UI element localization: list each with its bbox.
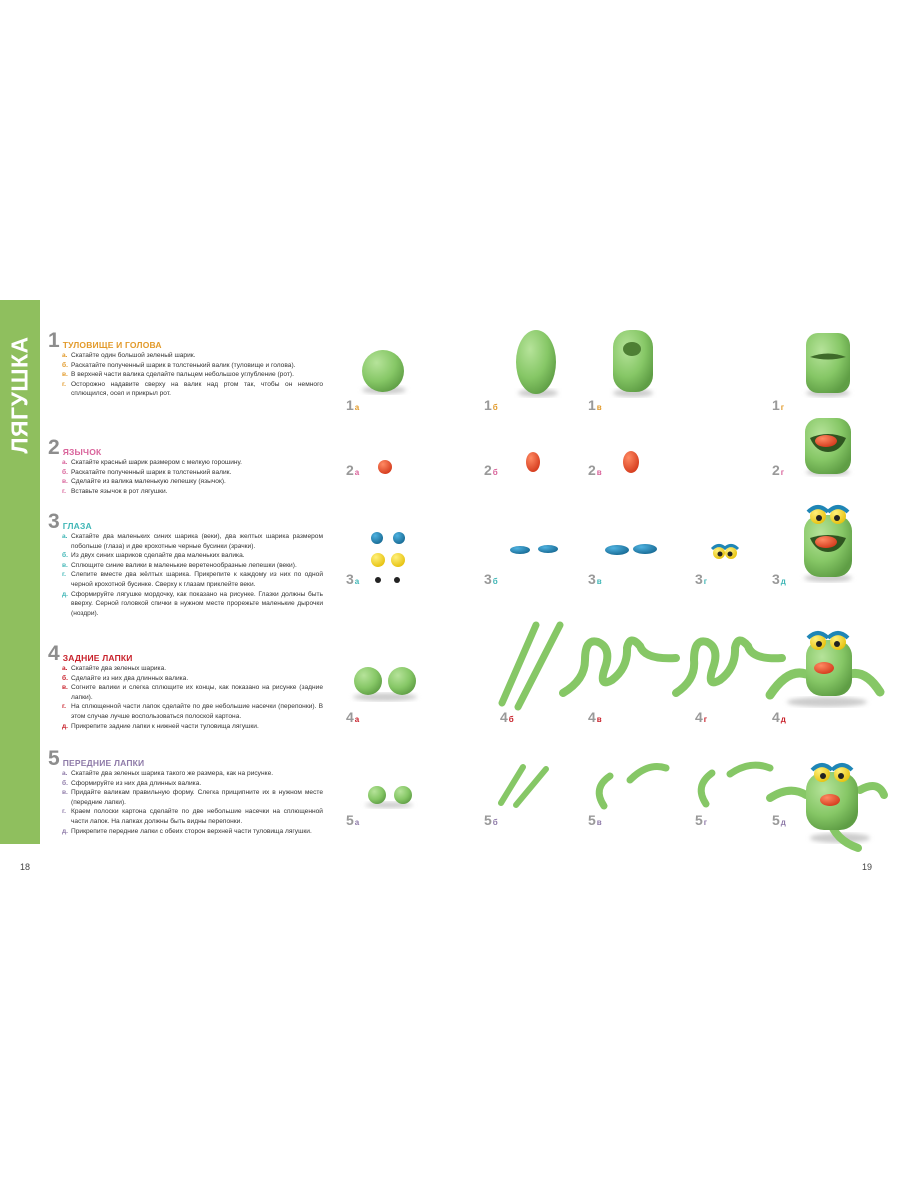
photo-label-2g: 2г bbox=[772, 462, 785, 478]
instruction-letter: б. bbox=[62, 468, 68, 476]
photo-label-3d: 3д bbox=[772, 571, 786, 587]
instruction-text: Скатайте красный шарик размером с мелкую горошину. bbox=[71, 459, 243, 466]
photo-3b bbox=[510, 545, 558, 554]
photo-4b bbox=[502, 625, 560, 707]
instruction-letter: б. bbox=[62, 361, 68, 369]
photo-3g bbox=[712, 546, 738, 560]
photo-label-4v: 4в bbox=[588, 709, 602, 725]
photo-3a bbox=[371, 532, 405, 583]
photo-label-2a: 2а bbox=[346, 462, 360, 478]
instruction-letter: г. bbox=[62, 571, 66, 579]
photo-label-1v: 1в bbox=[588, 397, 602, 413]
photo-label-1a: 1а bbox=[346, 397, 360, 413]
instruction-letter: а. bbox=[62, 352, 68, 359]
instruction-letter: б. bbox=[62, 779, 68, 787]
photo-4d bbox=[770, 633, 880, 707]
step-title: ТУЛОВИЩЕ И ГОЛОВА bbox=[62, 340, 162, 350]
photo-5g bbox=[701, 765, 770, 804]
photo-label-3a: 3а bbox=[346, 571, 360, 587]
instruction-letter: г. bbox=[62, 703, 66, 711]
photo-4v bbox=[563, 640, 676, 693]
instruction-letter: а. bbox=[62, 770, 68, 777]
step-number: 1 bbox=[48, 329, 60, 352]
instruction-letter: в. bbox=[62, 371, 68, 379]
instruction-text: Из двух синих шариков сделайте два маленьких валика. bbox=[71, 552, 245, 560]
instruction-text: Согните валики и слегка сплющите их концы, как показано на рисунке (задние лапки). bbox=[71, 684, 323, 701]
photo-label-4b: 4б bbox=[500, 709, 514, 725]
instruction-letter: в. bbox=[62, 789, 68, 797]
photo-label-2v: 2в bbox=[588, 462, 602, 478]
instruction-letter: а. bbox=[62, 533, 68, 540]
photo-4a bbox=[353, 667, 417, 701]
photo-label-4d: 4д bbox=[772, 709, 786, 725]
instruction-letter: а. bbox=[62, 665, 68, 672]
page-number-right: 19 bbox=[862, 862, 873, 872]
photo-label-5v: 5в bbox=[588, 812, 602, 828]
step-number: 2 bbox=[48, 436, 60, 459]
photo-3d bbox=[804, 507, 852, 582]
photo-5d bbox=[770, 765, 884, 848]
photo-label-3v: 3в bbox=[588, 571, 602, 587]
photo-label-3b: 3б bbox=[484, 571, 498, 587]
step-number: 3 bbox=[48, 510, 60, 533]
photo-label-4g: 4г bbox=[695, 709, 708, 725]
photo-1v bbox=[613, 330, 653, 397]
instruction-text: Сформируйте лягушке мордочку, как показано на рисунке. Глазки должны быть вверху. Серной головкой спички в нужном месте прорежьте маленькие дырочки (ноздри). bbox=[71, 590, 323, 617]
photo-1b bbox=[516, 330, 558, 397]
instruction-letter: а. bbox=[62, 459, 68, 466]
instruction-letter: д. bbox=[62, 722, 69, 730]
photo-label-5b: 5б bbox=[484, 812, 498, 828]
step-number: 4 bbox=[48, 642, 60, 665]
photo-2g bbox=[805, 418, 851, 476]
sidebar-title: ЛЯГУШКА bbox=[6, 336, 33, 454]
photo-2b bbox=[526, 452, 540, 472]
instruction-text: Вставьте язычок в рот лягушки. bbox=[71, 487, 168, 495]
photo-5b bbox=[501, 767, 546, 805]
step-number: 5 bbox=[48, 747, 60, 770]
instruction-text: Скатайте два зеленых шарика такого же размера, как на рисунке. bbox=[71, 770, 274, 777]
photo-label-1g: 1г bbox=[772, 397, 785, 413]
photo-label-5a: 5а bbox=[346, 812, 360, 828]
instruction-letter: в. bbox=[62, 561, 68, 569]
instruction-letter: б. bbox=[62, 552, 68, 560]
photo-label-5d: 5д bbox=[772, 812, 786, 828]
instruction-text: В верхней части валика сделайте пальцем небольшое углубление (рот). bbox=[71, 371, 294, 379]
instruction-text: Раскатайте полученный шарик в толстенький валик. bbox=[71, 468, 232, 476]
photo-3v bbox=[605, 544, 657, 555]
step-title: ЗАДНИЕ ЛАПКИ bbox=[62, 653, 133, 663]
instruction-text: Сделайте из валика маленькую лепешку (язычок). bbox=[71, 478, 226, 486]
instruction-text: Скатайте один большой зеленый шарик. bbox=[71, 352, 196, 359]
photo-label-1b: 1б bbox=[484, 397, 498, 413]
instruction-text: Прикрепите передние лапки с обеих сторон верхней части туловища лягушки. bbox=[71, 827, 312, 835]
step-title: ПЕРЕДНИЕ ЛАПКИ bbox=[62, 758, 145, 768]
photo-label-3g: 3г bbox=[695, 571, 708, 587]
instruction-letter: д. bbox=[62, 827, 69, 835]
instruction-text: Осторожно надавите сверху на валик над ртом так, чтобы он немного сплющился, осел и прикрыл рот. bbox=[71, 380, 323, 398]
instruction-text: Раскатайте полученный шарик в толстенький валик (туловище и голова). bbox=[71, 361, 296, 369]
instruction-letter: г. bbox=[62, 380, 66, 388]
instruction-text: Сделайте из них два длинных валика. bbox=[71, 674, 189, 682]
instruction-text: Скатайте два зеленых шарика. bbox=[71, 665, 167, 672]
instruction-letter: в. bbox=[62, 478, 68, 486]
instruction-letter: г. bbox=[62, 808, 66, 816]
instruction-letter: б. bbox=[62, 674, 68, 682]
instruction-text: Сформируйте из них два длинных валика. bbox=[71, 779, 202, 787]
step-title: ЯЗЫЧОК bbox=[62, 447, 102, 457]
instruction-text: Придайте валикам правильную форму. Слегка прищипните их в нужном месте (передние лапки). bbox=[71, 789, 323, 806]
photo-label-4a: 4а bbox=[346, 709, 360, 725]
photo-2a bbox=[378, 460, 392, 474]
photo-2v bbox=[623, 451, 639, 473]
photo-label-2b: 2б bbox=[484, 462, 498, 478]
photo-1g bbox=[806, 333, 850, 397]
step-title: ГЛАЗА bbox=[62, 521, 92, 531]
instruction-letter: г. bbox=[62, 487, 66, 495]
instruction-letter: д. bbox=[62, 590, 69, 598]
instruction-text: На сплющенной части лапок сделайте по две небольшие насечки (перепонки). В этом случае лучше воспользоваться полоской картона. bbox=[71, 703, 323, 720]
photo-4g bbox=[676, 640, 782, 693]
photo-1a bbox=[362, 350, 406, 394]
instruction-letter: в. bbox=[62, 684, 68, 692]
photo-5v bbox=[599, 767, 666, 807]
instruction-text: Скатайте два маленьких синих шарика (веки), два желтых шарика размером побольше (глаза) и две крохотные черные бусинки (зрачки). bbox=[71, 533, 323, 550]
page-number-left: 18 bbox=[20, 862, 31, 872]
photo-5a bbox=[365, 786, 413, 808]
photo-label-5g: 5г bbox=[695, 812, 708, 828]
instruction-text: Краем полоски картона сделайте по две небольшие насечки на сплющенной части лапок. На лапках должны быть видны перепонки. bbox=[71, 808, 323, 825]
instruction-text: Сплющите синие валики в маленькие веретенообразные лепешки (веки). bbox=[71, 561, 297, 569]
instruction-text: Прикрепите задние лапки к нижней части туловища лягушки. bbox=[71, 722, 259, 730]
instruction-text: Слепите вместе два жёлтых шарика. Прикрепите к каждому из них по одной черной крохотной бусинке. Сверху к глазам приклейте веки. bbox=[71, 571, 323, 588]
